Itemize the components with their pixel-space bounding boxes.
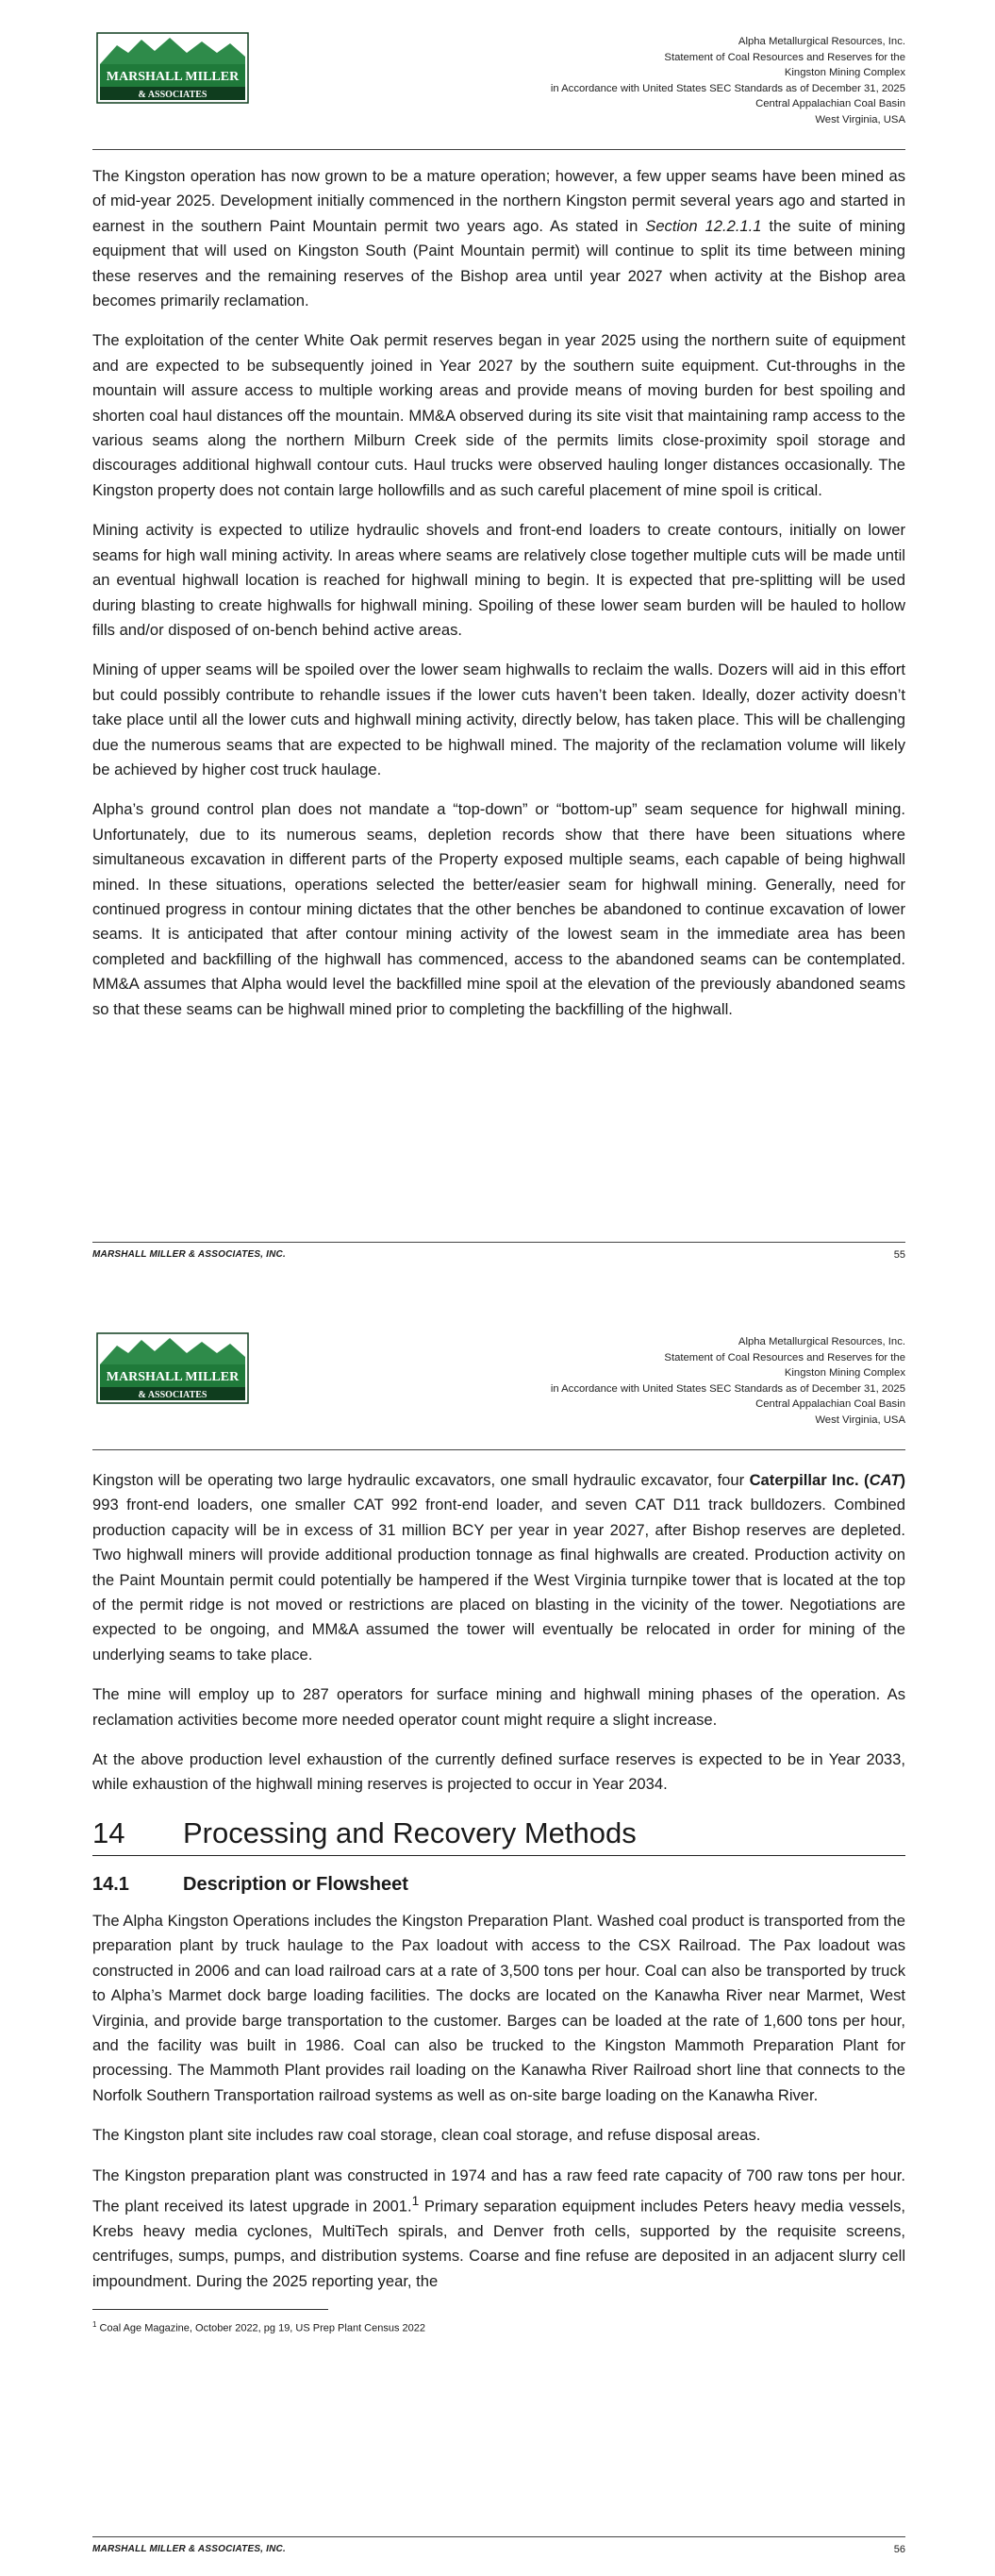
page-footer [92, 2536, 905, 2561]
page-header [92, 1327, 905, 1445]
paragraph: At the above production level exhaustion of the currently defined surface reserves is expected to be in Year 2033, while exhaustion of the highwall mining reserves is projected to occur in Year 2034. [92, 1750, 905, 1794]
page-footer [92, 1242, 905, 1266]
footnote-rule [92, 2309, 328, 2310]
page-number: 55 [893, 1249, 905, 1261]
svg-text:MARSHALL MILLER: MARSHALL MILLER [106, 70, 240, 84]
paragraph: The exploitation of the center White Oak permit reserves began in year 2025 using the northern suite of equipment and are expected to be subsequently joined in Year 2027 by the southern suite equipment. Cut-throughs in the mountain will assure access to multiple working areas and provide means of moving burden for best spoiling and shorten coal haul distances off the mountain. MM&A observed during its site visit that maintaining ramp access to the various seams along the northern Milburn Creek side of the permits limits close-proximity spoil storage and discourages additional highwall contour cuts. Haul trucks were observed hauling longer distances occasionally. The Kingston property does not contain large hollowfills and as such careful placement of mine spoil is critical. [92, 331, 905, 499]
marshall-miller-logo [96, 32, 249, 104]
brand-name: Caterpillar Inc. (CAT) [749, 1471, 905, 1489]
report-header-text: Alpha Metallurgical Resources, Inc. Statement of Coal Resources and Reserves for the Kingston Mining Complex in Accordance with United States SEC Standards as of December 31, 2025 Central Appalachian Coal Basin West Virginia, USA [550, 1336, 905, 1426]
paragraph: The Kingston operation has now grown to be a mature operation; however, a few upper seams have been mined as of mid-year 2025. Development initially commenced in the northern Kingston permit several years ago and started in earnest in the southern Paint Mountain permit two years ago. As stated in Section 12.2.1.1 the suite of mining equipment that will used on Kingston South (Paint Mountain permit) will continue to split its time between mining these reserves and the remaining reserves of the Bishop area until year 2027 when activity at the Bishop area becomes primarily reclamation. [92, 167, 906, 310]
header-rule [92, 149, 905, 150]
page-body [92, 164, 905, 1037]
paragraph: The Kingston plant site includes raw coal storage, clean coal storage, and refuse disposal areas. [92, 2126, 761, 2145]
paragraph: The mine will employ up to 287 operators for surface mining and highwall mining phases of the operation. As reclamation activities become more needed operator count might require a slight increase. [92, 1685, 905, 1729]
paragraph: The Kingston preparation plant was constructed in 1974 and has a raw feed rate capacity of 700 raw tons per hour. The plant received its latest upgrade in 2001.$^1$ Primary separation equipment includes Peters heavy media vessels, Krebs heavy media cyclones, MultiTech spirals, and Denver froth cells, supported by the requisite screens, centrifuges, sumps, pumps, and distribution systems. Coarse and fine refuse are deposited in an adjacent slurry cell impoundment. During the 2025 reporting year, the [92, 2166, 905, 2290]
report-header-text: Alpha Metallurgical Resources, Inc. Statement of Coal Resources and Reserves for the Kingston Mining Complex in Accordance with United States SEC Standards as of December 31, 2025 Central Appalachian Coal Basin West Virginia, USA [550, 36, 905, 125]
section-heading [92, 1815, 905, 1856]
paragraph: Alpha’s ground control plan does not mandate a “top-down” or “bottom-up” seam sequence for highwall mining. Unfortunately, due to its numerous seams, depletion records show that there have been situations where simultaneous excavation in different parts of the Property exposed multiple seams, each capable of being highwall mined. In these situations, operations selected the better/easier seam for highwall mining. Generally, need for continued progress in contour mining dictates that the other benches be abandoned to continue excavation of lower seams. It is anticipated that after contour mining activity of the lowest seam in the immediate area has been completed and backfilling of the highwall has commenced, access to the abandoned seams can be contemplated. MM&A assumes that Alpha would level the backfilled mine spoil at the elevation of the previously abandoned seams so that these seams can be highwall mined prior to completing the backfilling of the highwall. [92, 800, 905, 1018]
svg-text:& ASSOCIATES: & ASSOCIATES [138, 90, 207, 100]
paragraph: Mining activity is expected to utilize hydraulic shovels and front-end loaders to create contours, initially on lower seams for high wall mining activity. In areas where seams are relatively close together multiple cuts will be made until an eventual highwall location is reached for highwall mining to begin. It is expected that pre-splitting will be used during blasting to create highwalls for highwall mining. Spoiling of these lower seam burden will be hauled to hollow fills and/or disposed of on-bench behind active areas. [92, 521, 905, 639]
page-body [92, 1468, 905, 2336]
footer-firm-name: MARSHALL MILLER & ASSOCIATES, INC. [92, 2544, 286, 2554]
svg-text:MARSHALL MILLER: MARSHALL MILLER [106, 1370, 240, 1384]
footer-rule [92, 1242, 905, 1243]
paragraph: Kingston will be operating two large hydraulic excavators, one small hydraulic excavator, four Caterpillar Inc. (CAT) 993 front-end loaders, one smaller CAT 992 front-end loader, and seven CAT D11 track bulldozers. Combined production capacity will be in excess of 31 million BCY per year in year 2027, after Bishop reserves are depleted. Two highwall miners will provide additional production tonnage as final highwalls are created. Production activity on the Paint Mountain permit could potentially be hampered if the West Virginia turnpike tower that is located at the top of the permit ridge is not moved or restrictions are placed on blasting in the vicinity of the tower. Negotiations are expected to be ongoing, and MM&A assumed the tower will eventually be relocated in order for mining of the underlying seams to take place. [92, 1471, 905, 1664]
footnote-marker: 1 [411, 2192, 420, 2208]
section-title: Processing and Recovery Methods [183, 1815, 637, 1849]
subsection-heading [92, 1871, 905, 1898]
paragraph: The Alpha Kingston Operations includes the Kingston Preparation Plant. Washed coal product is transported from the preparation plant by truck haulage to the Pax loadout with access to the CSX Railroad. The Pax loadout was constructed in 2006 and can load railroad cars at a rate of 3,500 tons per hour. Coal can also be transported by truck to Alpha’s Marmet dock barge loading facilities. The docks are located on the Kanawha River near Marmet, West Virginia, and provide barge transportation to the customer. Barges can be loaded at the rate of 1,600 tons per hour, and the facility was built in 1986. Coal can also be trucked to the Kingston Mammoth Preparation Plant for processing. The Mammoth Plant provides rail loading on the Kanawha River Railroad short line that connects to the Norfolk Southern Transportation railroad systems as well as on-site barge loading on the Kanawha River. [92, 1911, 905, 2104]
subsection-number: 14.1 [92, 1873, 129, 1895]
page-header [92, 26, 905, 144]
section-reference: Section 12.2.1.1 [645, 216, 762, 235]
section-number: 14 [92, 1815, 125, 1849]
page-number: 56 [893, 2544, 905, 2555]
svg-text:& ASSOCIATES: & ASSOCIATES [138, 1390, 207, 1400]
header-rule [92, 1449, 905, 1450]
subsection-title: Description or Flowsheet [183, 1873, 408, 1895]
marshall-miller-logo [96, 1332, 249, 1404]
page-56 [0, 1293, 995, 2576]
footnote: $^1$ Coal Age Magazine, October 2022, pg 19, US Prep Plant Census 2022 [92, 2320, 426, 2334]
footer-firm-name: MARSHALL MILLER & ASSOCIATES, INC. [92, 1249, 286, 1260]
paragraph: Mining of upper seams will be spoiled over the lower seam highwalls to reclaim the walls. Dozers will aid in this effort but could possibly contribute to rehandle issues if the lower cuts haven’t been taken. Ideally, dozer activity doesn’t take place until all the lower cuts and highwall mining activity, directly below, has taken place. This will be challenging due the numerous seams that are expected to be highwall mined. The majority of the reclamation volume will likely be achieved by higher cost truck haulage. [92, 661, 905, 778]
footer-rule [92, 2536, 905, 2537]
